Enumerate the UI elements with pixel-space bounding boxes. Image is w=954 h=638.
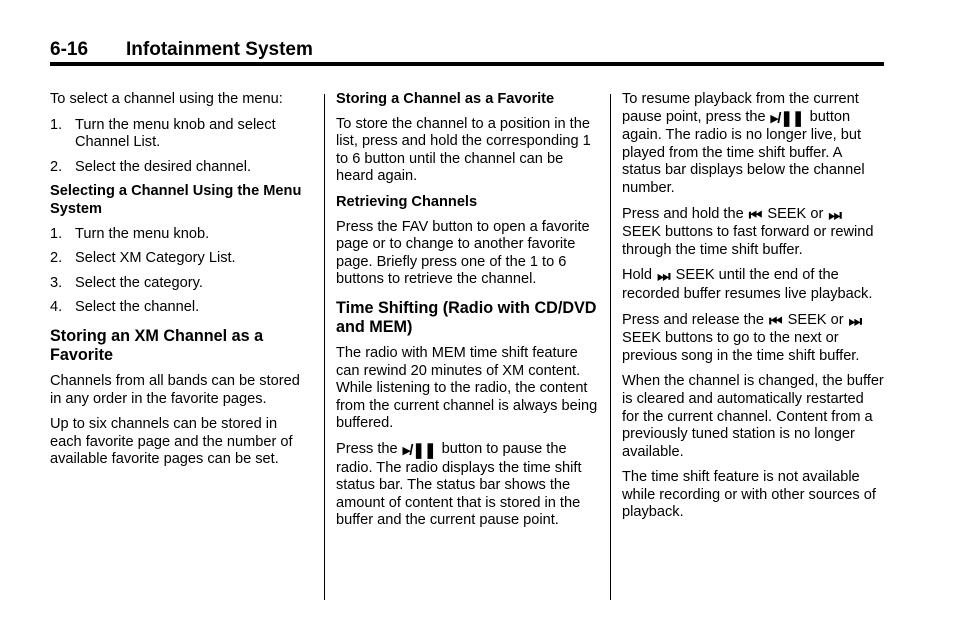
- paragraph: The time shift feature is not available while recording or with other sources of playback.: [622, 469, 876, 521]
- text-run: To resume playback from the current pause point, press the: [622, 91, 859, 125]
- seek-back-icon: ⏮: [769, 312, 782, 330]
- play-pause-icon: ▸/❚❚: [770, 109, 804, 127]
- paragraph: [622, 206, 884, 260]
- list-text: Select the channel.: [75, 299, 200, 316]
- paragraph: Press the FAV button to open a favorite page or to change to another favorite page. Briefly press one of the 1 to 6 buttons to retrieve the channel.: [336, 218, 590, 288]
- list-text: Select the desired channel.: [75, 158, 252, 175]
- menu-system-steps-list: [50, 226, 312, 317]
- subheading-storing-favorite: Storing a Channel as a Favorite: [336, 91, 555, 107]
- list-item: [50, 159, 312, 177]
- text-run: Press and hold the: [622, 205, 744, 222]
- list-number: 3.: [50, 274, 63, 291]
- paragraph: [622, 267, 884, 303]
- list-text: Select XM Category List.: [75, 250, 236, 267]
- section-title: Infotainment System: [126, 39, 313, 60]
- text-run: SEEK buttons to fast forward or rewind through the time shift buffer.: [622, 224, 874, 258]
- subheading-menu-system: Selecting a Channel Using the Menu System: [50, 183, 302, 217]
- seek-forward-icon: ⏭: [657, 268, 670, 286]
- intro-text: To select a channel using the menu:: [50, 91, 283, 107]
- paragraph: Channels from all bands can be stored in any order in the favorite pages.: [50, 372, 300, 407]
- page-header: [50, 39, 313, 61]
- header-rule: [50, 62, 884, 66]
- text-run: SEEK buttons to go to the next or previous song in the time shift buffer.: [622, 330, 860, 364]
- column-1: [50, 91, 312, 477]
- text-run: SEEK or: [787, 311, 844, 328]
- paragraph: [336, 441, 601, 530]
- list-number: 1.: [50, 116, 63, 133]
- heading-storing-xm-channel: Storing an XM Channel as a Favorite: [50, 326, 264, 365]
- column-divider-1: [324, 94, 325, 600]
- list-number: 2.: [50, 158, 63, 175]
- text-run: SEEK until the end of the recorded buffer resumes live playback.: [622, 267, 873, 302]
- text-run: Hold: [622, 267, 653, 284]
- column-2: [336, 91, 601, 538]
- list-item: [50, 275, 312, 293]
- seek-forward-icon: ⏭: [828, 206, 841, 224]
- list-number: 1.: [50, 225, 63, 242]
- paragraph: [622, 91, 884, 198]
- seek-forward-icon: ⏭: [848, 312, 862, 330]
- paragraph: The radio with MEM time shift feature can rewind 20 minutes of XM content. While listening to the radio, the content from the current channel is always being buffered.: [336, 344, 598, 432]
- subheading-retrieving: Retrieving Channels: [336, 193, 478, 210]
- heading-time-shifting: Time Shifting (Radio with CD/DVD and MEM): [336, 298, 597, 337]
- paragraph: [622, 312, 884, 366]
- list-text: Turn the menu knob and select Channel List.: [75, 116, 276, 151]
- list-item: [50, 117, 312, 152]
- menu-steps-list: [50, 117, 312, 177]
- paragraph: When the channel is changed, the buffer is cleared and automatically restarted for the current channel. Content from a previously tuned station is no longer available.: [622, 373, 884, 460]
- page-number: 6-16: [50, 39, 89, 60]
- text-run: Press the: [336, 440, 398, 457]
- list-item: [50, 299, 312, 317]
- text-run: SEEK or: [767, 205, 824, 222]
- paragraph: To store the channel to a position in the list, press and hold the corresponding 1 to 6 button until the channel can be heard again.: [336, 115, 591, 185]
- list-item: [50, 226, 312, 244]
- paragraph: Up to six channels can be stored in each favorite page and the number of available favorite pages can be set.: [50, 416, 293, 468]
- text-run: button again. The radio is no longer live, but played from the time shift buffer. A status bar displays below the channel number.: [622, 108, 865, 196]
- text-run: Press and release the: [622, 311, 764, 328]
- seek-back-icon: ⏮: [748, 206, 762, 224]
- list-number: 2.: [50, 250, 63, 267]
- list-text: Turn the menu knob.: [75, 225, 210, 242]
- column-3: [622, 91, 884, 530]
- list-number: 4.: [50, 299, 63, 316]
- list-text: Select the category.: [75, 274, 203, 291]
- column-divider-2: [610, 94, 611, 600]
- play-pause-icon: ▸/❚❚: [402, 441, 436, 459]
- text-run: button to pause the radio. The radio displays the time shift status bar. The status bar shows the amount of content that is stored in the buffer and the current pause point.: [336, 440, 582, 529]
- list-item: [50, 250, 312, 268]
